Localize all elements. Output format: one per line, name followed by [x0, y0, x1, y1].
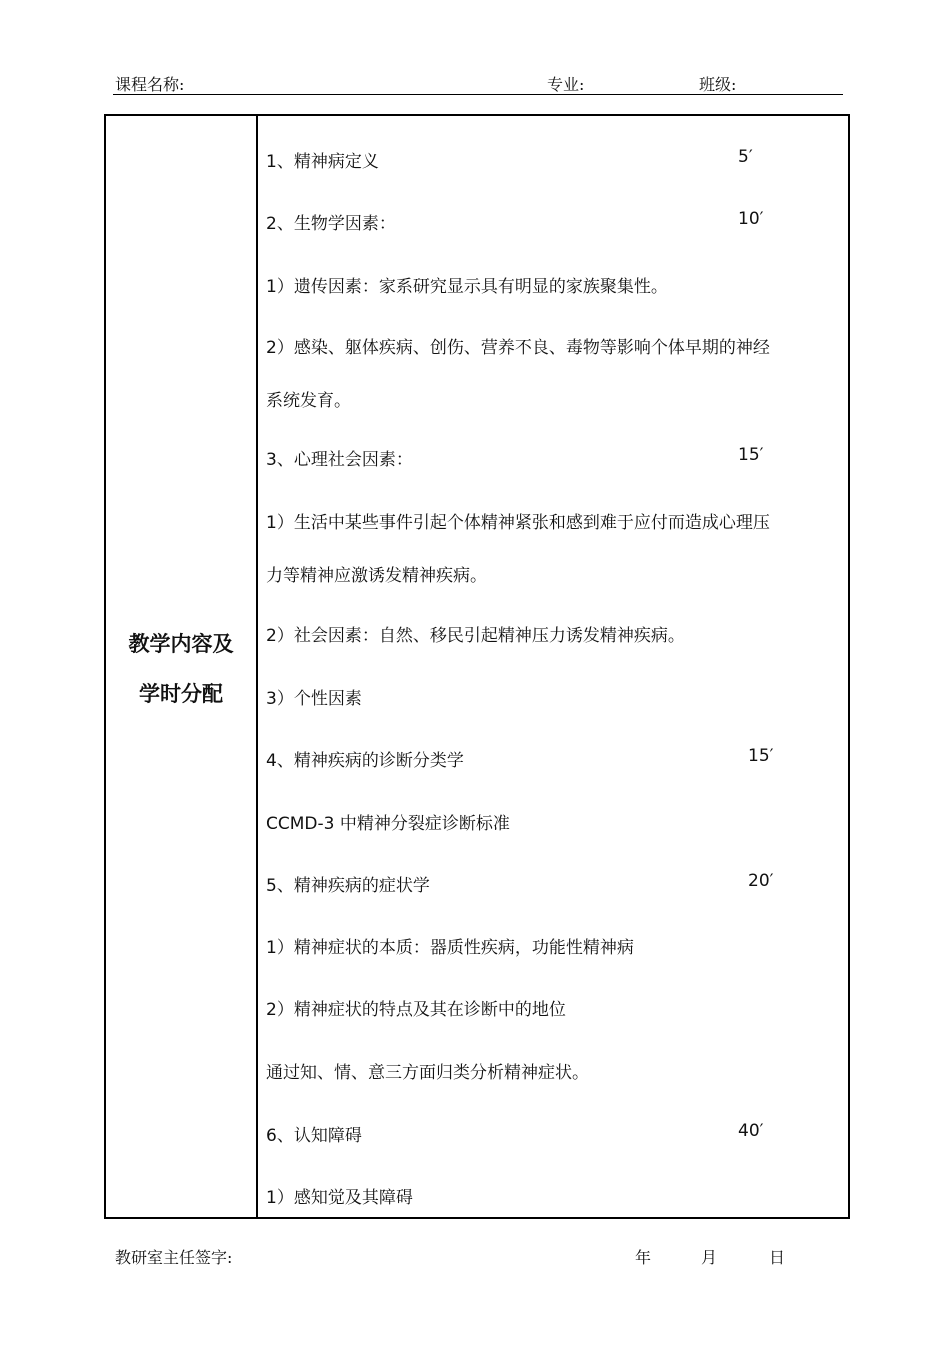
major-label: 专业: [547, 75, 585, 94]
month-label: 月 [701, 1248, 718, 1267]
content-line: 力等精神应激诱发精神疾病。 [266, 566, 487, 586]
content-line: 系统发育。 [266, 391, 351, 411]
minutes-allocation: 40′ [738, 1121, 764, 1141]
side-label-line1: 教学内容及 [128, 631, 234, 656]
content-line: CCMD-3 中精神分裂症诊断标准 [266, 814, 510, 834]
content-line: 1）感知觉及其障碍 [266, 1188, 413, 1208]
minutes-allocation: 5′ [738, 147, 753, 167]
content-line: 1）生活中某些事件引起个体精神紧张和感到难于应付而造成心理压 [266, 513, 770, 533]
content-line: 通过知、情、意三方面归类分析精神症状。 [266, 1063, 589, 1083]
minutes-allocation: 15′ [738, 445, 764, 465]
content-line: 1）精神症状的本质：器质性疾病，功能性精神病 [266, 938, 634, 958]
course-header [113, 72, 843, 95]
minutes-allocation: 10′ [738, 209, 764, 229]
content-line: 4、精神疾病的诊断分类学 [266, 751, 464, 771]
content-line: 2）精神症状的特点及其在诊断中的地位 [266, 1000, 566, 1020]
day-label: 日 [769, 1248, 786, 1267]
minutes-allocation: 15′ [748, 746, 774, 766]
signature-footer [115, 1245, 815, 1269]
content-line: 3、心理社会因素： [266, 450, 413, 470]
teaching-content-table [104, 114, 850, 1219]
content-line: 3）个性因素 [266, 689, 362, 709]
signature-label: 教研室主任签字: [115, 1248, 233, 1267]
minutes-allocation: 20′ [748, 871, 774, 891]
column-divider [256, 116, 258, 1217]
content-line: 2）社会因素：自然、移民引起精神压力诱发精神疾病。 [266, 626, 685, 646]
year-label: 年 [635, 1248, 652, 1267]
course-name-label: 课程名称: [115, 75, 185, 94]
content-line: 1、精神病定义 [266, 152, 379, 172]
content-line: 2）感染、躯体疾病、创伤、营养不良、毒物等影响个体早期的神经 [266, 338, 770, 358]
content-line: 5、精神疾病的症状学 [266, 876, 430, 896]
class-label: 班级: [699, 75, 737, 94]
content-line: 2、生物学因素： [266, 214, 396, 234]
side-label-line2: 学时分配 [139, 681, 223, 706]
content-line: 6、认知障碍 [266, 1126, 362, 1146]
content-line: 1）遗传因素：家系研究显示具有明显的家族聚集性。 [266, 277, 668, 297]
